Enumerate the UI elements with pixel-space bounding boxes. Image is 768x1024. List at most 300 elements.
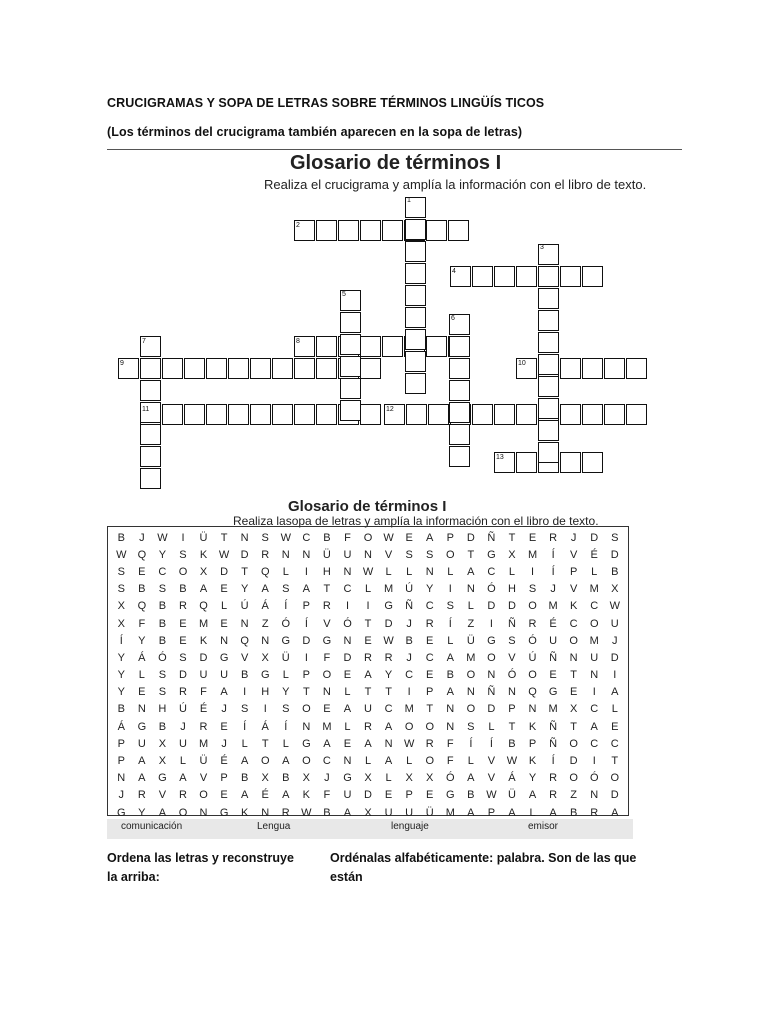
wordsearch-letter: C <box>405 669 414 682</box>
wordsearch-letter: C <box>384 703 393 716</box>
wordsearch-letter: N <box>528 703 537 716</box>
wordsearch-letter: X <box>364 772 372 785</box>
wordsearch-letter: X <box>302 772 311 785</box>
wordsearch-letter: Í <box>284 600 288 613</box>
crossword-cell <box>582 452 603 473</box>
wordsearch-letter: X <box>199 565 208 578</box>
wordsearch-letter: É <box>590 548 598 561</box>
wordsearch-letter: K <box>528 755 537 768</box>
wordsearch-letter: N <box>302 720 311 733</box>
wordsearch-letter: N <box>343 565 352 578</box>
wordsearch-letter: U <box>590 651 599 664</box>
wordsearch-letter: Q <box>240 634 249 647</box>
wordsearch-letter: O <box>322 669 332 682</box>
wordsearch-letter: A <box>384 755 393 768</box>
wordsearch-letter: M <box>589 583 599 596</box>
crossword-cell <box>538 398 559 419</box>
wordsearch-letter: Z <box>261 617 269 630</box>
wordsearch-letter: J <box>570 531 577 544</box>
wordsearch-letter: T <box>364 686 372 699</box>
wordsearch-letter: N <box>240 531 249 544</box>
wordsearch-letter: Á <box>261 720 269 733</box>
wordsearch-letter: U <box>549 634 558 647</box>
wordsearch-letter: L <box>508 565 516 578</box>
wordsearch-letter: R <box>178 789 187 802</box>
wordsearch-letter: I <box>592 755 596 768</box>
wordsearch-letter: Y <box>528 772 537 785</box>
crossword-cell <box>316 336 337 357</box>
crossword-cell <box>206 404 227 425</box>
wordsearch-letter: J <box>221 703 227 716</box>
word-item: lenguaje <box>391 821 429 832</box>
wordsearch-letter: Z <box>570 789 578 802</box>
wordsearch-letter: S <box>611 531 619 544</box>
wordsearch-letter: Y <box>117 651 125 664</box>
word-item: emisor <box>528 821 559 832</box>
wordsearch-letter: Ó <box>589 772 599 785</box>
wordsearch-letter: P <box>487 806 496 819</box>
wordsearch-letter: H <box>322 565 331 578</box>
wordsearch-letter: E <box>384 789 393 802</box>
wordsearch-letter: A <box>467 772 475 785</box>
wordsearch-letter: G <box>219 806 229 819</box>
wordsearch-letter: L <box>447 565 454 578</box>
wordsearch-letter: W <box>116 548 127 561</box>
wordsearch-letter: A <box>261 583 269 596</box>
wordsearch-letter: T <box>426 703 434 716</box>
wordsearch-letter: W <box>486 789 497 802</box>
wordsearch-letter: G <box>487 548 496 561</box>
instruction-reorder: Ordena las letras y reconstruye la arriba: <box>107 851 294 884</box>
wordsearch-letter: S <box>117 565 125 578</box>
crossword-cell <box>140 358 161 379</box>
crossword-cell <box>140 380 161 401</box>
wordsearch-letter: C <box>569 617 578 630</box>
wordsearch-letter: E <box>343 737 352 750</box>
wordsearch-letter: L <box>282 669 289 682</box>
crossword-cell <box>228 404 249 425</box>
crossword-panel <box>107 150 682 488</box>
wordsearch-letter: Á <box>138 651 146 664</box>
clue-number: 6 <box>451 315 455 322</box>
wordsearch-letter: W <box>218 548 230 561</box>
wordsearch-letter: B <box>446 669 454 682</box>
wordsearch-letter: U <box>343 548 352 561</box>
crossword-cell <box>405 351 426 372</box>
wordsearch-letter: N <box>261 806 270 819</box>
wordsearch-letter: A <box>364 737 372 750</box>
wordsearch-letter: S <box>405 548 413 561</box>
wordsearch-letter: M <box>548 600 558 613</box>
wordsearch-letter: T <box>241 565 249 578</box>
crossword-cell <box>449 358 470 379</box>
wordsearch-letter: K <box>528 720 537 733</box>
wordsearch-letter: A <box>384 720 393 733</box>
wordsearch-letter: O <box>569 634 578 647</box>
crossword-instructions: Realiza el crucigrama y amplía la información con el libro de texto. <box>264 177 647 192</box>
wordsearch-letter: O <box>528 669 537 682</box>
wordsearch-letter: O <box>446 548 455 561</box>
wordsearch-letter: P <box>426 686 434 699</box>
wordsearch-letter: K <box>302 789 311 802</box>
wordsearch-letter: R <box>261 548 270 561</box>
wordsearch-letter: J <box>139 531 145 544</box>
wordsearch-letter: S <box>117 583 125 596</box>
wordsearch-letter: A <box>240 789 249 802</box>
wordsearch-letter: Ñ <box>405 600 414 613</box>
wordsearch-letter: I <box>263 703 267 716</box>
wordsearch-letter: M <box>198 737 209 750</box>
wordsearch-letter: L <box>282 737 289 750</box>
page-title: CRUCIGRAMAS Y SOPA DE LETRAS SOBRE TÉRMINOS LINGÜÍS TICOS <box>107 96 545 110</box>
wordsearch-letter: Ü <box>281 651 290 664</box>
wordsearch-letter: Í <box>119 634 123 647</box>
wordsearch-instructions: Realiza lasopa de letras y amplía la información con el libro de texto. <box>233 514 599 528</box>
wordsearch-letter: A <box>446 651 454 664</box>
wordsearch-row <box>111 598 625 615</box>
wordsearch-letter: Q <box>260 565 270 578</box>
wordsearch-row <box>111 546 625 563</box>
wordsearch-letter: N <box>261 634 270 647</box>
wordsearch-letter: N <box>117 772 126 785</box>
wordsearch-letter: X <box>158 737 167 750</box>
wordsearch-letter: G <box>219 651 229 664</box>
wordsearch-letter: N <box>302 548 311 561</box>
wordsearch-letter: A <box>611 806 619 819</box>
wordsearch-letter: O <box>302 703 311 716</box>
wordsearch-letter: L <box>385 772 392 785</box>
wordsearch-title: Glosario de términos I <box>288 498 447 515</box>
wordsearch-letter: L <box>364 583 372 596</box>
wordsearch-letter: Ñ <box>507 617 516 630</box>
wordsearch-letter: E <box>569 686 578 699</box>
wordsearch-letter: A <box>343 806 352 819</box>
wordsearch-letter: J <box>550 583 556 596</box>
wordsearch-letter: S <box>467 720 475 733</box>
wordsearch-letter: I <box>366 600 370 613</box>
wordsearch-panel <box>107 494 633 839</box>
wordsearch-letter: B <box>240 772 249 785</box>
clue-number: 9 <box>120 360 124 367</box>
wordsearch-letter: B <box>508 737 516 750</box>
word-item: Lengua <box>257 821 291 832</box>
wordsearch-letter: I <box>531 565 535 578</box>
crossword-cell <box>340 378 361 399</box>
wordsearch-letter: N <box>569 651 578 664</box>
wordsearch-row <box>111 563 625 580</box>
wordsearch-letter: W <box>383 634 394 647</box>
wordsearch-letter: J <box>612 634 618 647</box>
wordsearch-letter: N <box>343 634 352 647</box>
crossword-cell <box>405 307 426 328</box>
crossword-cell <box>582 266 603 287</box>
wordsearch-letter: M <box>589 634 599 647</box>
word-list <box>107 819 633 839</box>
crossword-cell <box>184 358 205 379</box>
wordsearch-letter: R <box>364 720 372 733</box>
wordsearch-letter: F <box>344 531 351 544</box>
wordsearch-row <box>111 649 625 666</box>
wordsearch-letter: M <box>322 720 332 733</box>
wordsearch-letter: O <box>404 720 414 733</box>
wordsearch-letter: D <box>302 634 311 647</box>
wordsearch-letter: G <box>117 806 126 819</box>
wordsearch-letter: D <box>343 651 352 664</box>
wordsearch-letter: I <box>304 651 308 664</box>
wordsearch-letter: W <box>609 600 620 613</box>
wordsearch-letter: P <box>302 669 311 682</box>
wordsearch-letter: I <box>592 686 596 699</box>
wordsearch-letter: N <box>384 737 393 750</box>
clue-number: 5 <box>342 291 346 298</box>
crossword-cell <box>360 220 381 241</box>
wordsearch-letter: O <box>425 720 434 733</box>
word-item: comunicación <box>121 821 183 832</box>
wordsearch-letter: B <box>158 600 167 613</box>
wordsearch-letter: M <box>404 703 414 716</box>
wordsearch-letter: A <box>179 772 187 785</box>
wordsearch-letter: A <box>549 806 557 819</box>
crossword-cell <box>340 312 361 333</box>
crossword-cell <box>272 404 293 425</box>
wordsearch-letter: Ó <box>158 651 167 664</box>
wordsearch-letter: I <box>448 583 452 596</box>
wordsearch-letter: J <box>180 720 186 733</box>
wordsearch-letter: E <box>549 669 557 682</box>
wordsearch-letter: N <box>466 583 475 596</box>
crossword-cell <box>472 404 493 425</box>
wordsearch-letter: B <box>611 565 619 578</box>
wordsearch-letter: E <box>220 617 228 630</box>
wordsearch-letter: G <box>487 634 496 647</box>
wordsearch-letter: E <box>405 531 413 544</box>
wordsearch-letter: O <box>363 531 373 544</box>
wordsearch-letter: L <box>467 600 474 613</box>
wordsearch-row <box>111 632 625 649</box>
wordsearch-letter: S <box>282 703 290 716</box>
wordsearch-letter: U <box>405 806 414 819</box>
wordsearch-letter: Á <box>261 600 269 613</box>
wordsearch-letter: P <box>569 565 578 578</box>
wordsearch-letter: V <box>323 617 331 630</box>
wordsearch-letter: E <box>426 669 434 682</box>
wordsearch-row <box>111 735 625 752</box>
wordsearch-letter: A <box>611 686 619 699</box>
wordsearch-letter: I <box>243 686 247 699</box>
crossword-cell <box>582 404 603 425</box>
wordsearch-letter: T <box>302 686 310 699</box>
wordsearch-letter: F <box>446 755 454 768</box>
wordsearch-letter: C <box>590 600 599 613</box>
crossword-cell <box>405 329 426 350</box>
wordsearch-letter: Ü <box>466 634 475 647</box>
crossword-cell <box>494 266 515 287</box>
wordsearch-letter: X <box>117 600 125 613</box>
wordsearch-letter: R <box>322 600 331 613</box>
wordsearch-letter: A <box>138 755 146 768</box>
wordsearch-letter: L <box>406 755 413 768</box>
wordsearch-letter: A <box>364 669 372 682</box>
crossword-cell <box>538 420 559 441</box>
wordsearch-letter: Q <box>528 686 537 699</box>
wordsearch-letter: O <box>260 755 270 768</box>
clue-number: 3 <box>540 244 544 251</box>
wordsearch-letter: Ó <box>487 583 496 596</box>
wordsearch-letter: S <box>528 583 537 596</box>
wordsearch-letter: Ñ <box>549 651 558 664</box>
wordsearch-letter: L <box>406 565 413 578</box>
crossword-cell <box>140 446 161 467</box>
crossword-cell <box>626 404 647 425</box>
wordsearch-letter: V <box>487 755 496 768</box>
wordsearch-letter: P <box>446 531 454 544</box>
wordsearch-letter: Í <box>551 755 555 768</box>
wordsearch-letter: D <box>240 548 249 561</box>
wordsearch-letter: Y <box>426 583 434 596</box>
wordsearch-letter: G <box>260 669 270 682</box>
wordsearch-letter: B <box>179 583 187 596</box>
wordsearch-letter: R <box>137 789 146 802</box>
wordsearch-letter: C <box>425 651 434 664</box>
wordsearch-letter: L <box>488 720 495 733</box>
wordsearch-row <box>111 718 625 735</box>
wordsearch-letter: C <box>302 531 311 544</box>
wordsearch-letter: L <box>138 669 145 682</box>
clue-number: 11 <box>142 406 150 413</box>
crossword-cell <box>405 285 426 306</box>
crossword-cell <box>206 358 227 379</box>
wordsearch-letter: W <box>157 531 168 544</box>
wordsearch-letter: D <box>590 531 599 544</box>
wordsearch-letter: T <box>570 720 578 733</box>
wordsearch-letter: E <box>138 686 146 699</box>
wordsearch-letter: O <box>302 755 311 768</box>
clue-number: 7 <box>142 338 146 345</box>
wordsearch-letter: D <box>487 703 496 716</box>
crossword-cell <box>626 358 647 379</box>
wordsearch-letter: L <box>385 565 392 578</box>
wordsearch-letter: Z <box>467 617 475 630</box>
crossword-cell <box>604 358 625 379</box>
wordsearch-letter: J <box>221 737 227 750</box>
crossword-cell <box>162 358 183 379</box>
wordsearch-letter: L <box>447 634 454 647</box>
wordsearch-letter: N <box>446 703 455 716</box>
wordsearch-letter: E <box>220 789 228 802</box>
wordsearch-letter: I <box>304 565 308 578</box>
wordsearch-letter: O <box>466 669 476 682</box>
wordsearch-letter: S <box>158 583 167 596</box>
crossword-cell <box>272 358 293 379</box>
wordsearch-letter: O <box>569 737 578 750</box>
wordsearch-letter: A <box>467 806 475 819</box>
crossword-cell <box>582 358 603 379</box>
wordsearch-letter: Ú <box>528 651 537 664</box>
wordsearch-letter: Y <box>117 669 125 682</box>
wordsearch-letter: K <box>240 806 249 819</box>
wordsearch-letter: J <box>324 772 330 785</box>
wordsearch-letter: J <box>406 617 412 630</box>
wordsearch-letter: E <box>343 669 352 682</box>
wordsearch-letter: P <box>508 703 516 716</box>
wordsearch-letter: X <box>261 772 269 785</box>
wordsearch-letter: Ú <box>240 600 249 613</box>
wordsearch-letter: D <box>199 651 208 664</box>
wordsearch-letter: R <box>549 789 558 802</box>
wordsearch-letter: W <box>362 565 374 578</box>
wordsearch-letter: U <box>384 806 393 819</box>
wordsearch-letter: E <box>220 583 228 596</box>
wordsearch-letter: Í <box>489 737 493 750</box>
wordsearch-letter: F <box>323 789 331 802</box>
wordsearch-letter: O <box>178 806 188 819</box>
wordsearch-letter: R <box>425 617 434 630</box>
wordsearch-letter: M <box>384 583 394 596</box>
wordsearch-row <box>111 701 625 718</box>
wordsearch-letter: A <box>199 583 208 596</box>
wordsearch-letter: M <box>527 548 538 561</box>
wordsearch-letter: O <box>610 772 620 785</box>
wordsearch-letter: Ü <box>425 806 434 819</box>
wordsearch-row <box>111 787 625 804</box>
instruction-alphabetical: Ordénalas alfabéticamente: palabra. Son de las que están <box>330 851 637 884</box>
wordsearch-letter: M <box>548 703 558 716</box>
crossword-cell <box>360 404 381 425</box>
wordsearch-letter: A <box>282 789 290 802</box>
wordsearch-letter: B <box>569 806 578 819</box>
wordsearch-letter: D <box>466 531 475 544</box>
wordsearch-letter: K <box>569 600 578 613</box>
wordsearch-letter: N <box>590 789 599 802</box>
wordsearch-letter: L <box>591 565 598 578</box>
wordsearch-letter: C <box>487 565 496 578</box>
wordsearch-letter: R <box>178 600 187 613</box>
wordsearch-letter: S <box>282 583 290 596</box>
wordsearch-letter: N <box>487 669 496 682</box>
clue-number: 1 <box>407 197 411 204</box>
wordsearch-letter: S <box>179 548 187 561</box>
wordsearch-letter: Ó <box>446 772 455 785</box>
wordsearch-letter: S <box>240 703 249 716</box>
crossword-cell <box>316 404 337 425</box>
wordsearch-letter: B <box>158 720 167 733</box>
wordsearch-letter: P <box>405 789 413 802</box>
wordsearch-letter: A <box>446 686 454 699</box>
wordsearch-letter: O <box>528 600 537 613</box>
wordsearch-letter: B <box>158 617 167 630</box>
wordsearch-letter: M <box>198 617 209 630</box>
wordsearch-letter: V <box>199 772 208 785</box>
wordsearch-letter: É <box>199 703 208 716</box>
wordsearch-letter: D <box>364 789 372 802</box>
wordsearch-letter: A <box>528 789 537 802</box>
crossword-cell <box>538 354 559 375</box>
crossword-cell <box>294 404 315 425</box>
wordsearch-letter: É <box>220 755 228 768</box>
crossword-cell <box>516 452 537 473</box>
wordsearch-letter: A <box>426 531 434 544</box>
crossword-cell <box>406 404 427 425</box>
wordsearch-letter: U <box>220 669 229 682</box>
wordsearch-letter: L <box>344 720 351 733</box>
wordsearch-letter: D <box>487 600 496 613</box>
crossword-cell <box>560 452 581 473</box>
wordsearch-letter: X <box>261 651 269 664</box>
wordsearch-letter: L <box>241 737 248 750</box>
crossword-cell <box>294 358 315 379</box>
wordsearch-letter: T <box>385 686 392 699</box>
wordsearch-letter: Y <box>282 686 290 699</box>
